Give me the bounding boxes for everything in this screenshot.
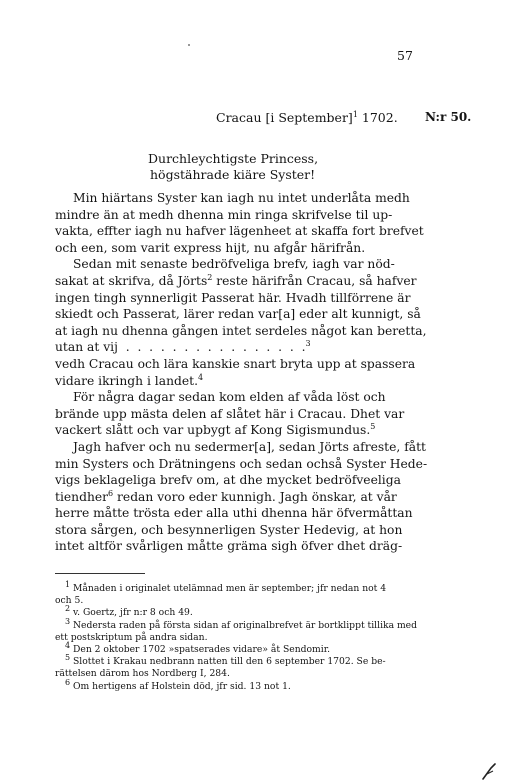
body-line: vigs beklageliga brefv om, at dhe mycket bedröfveeliga xyxy=(55,473,401,488)
salutation-line-2: högstährade kiäre Syster! xyxy=(150,166,316,182)
footnote-text: Slottet i Krakau nedbrann natten till den 6 september 1702. Se be- xyxy=(70,656,386,668)
place-date-text: Cracau [i September] xyxy=(216,110,353,125)
print-speck xyxy=(188,44,190,46)
body-text: sakat at skrifva, då Jörts xyxy=(55,273,208,288)
body-line: intet altför svårligen måtte gräma sigh öfver dhet dräg- xyxy=(55,539,403,554)
footnote-2 xyxy=(55,604,417,619)
footnote-number: 1 xyxy=(65,579,71,589)
footnote-3-cont: ett postskriptum på andra sidan. xyxy=(55,631,208,643)
footnote-number: 2 xyxy=(65,604,71,614)
footnote-1-cont: och 5. xyxy=(55,595,84,607)
body-line xyxy=(55,422,427,439)
body-line: Sedan mit senaste bedröfveliga brefv, iagh var nöd- xyxy=(73,257,395,272)
pen-stroke-mark xyxy=(482,762,496,780)
body-line: vedh Cracau och lära kanskie snart bryta upp at spassera xyxy=(55,356,416,371)
body-text: tiendher xyxy=(55,489,109,504)
footnote-ref: 3 xyxy=(305,339,311,349)
letter-number: N:r 50. xyxy=(425,110,472,124)
footnote-text: Om hertigens af Holstein död, jfr sid. 13 not 1. xyxy=(70,680,291,692)
footnote-number: 5 xyxy=(65,653,71,663)
body-line: ingen tingh synnerligit Passerat här. Hvadh tillförrene är xyxy=(55,290,411,305)
body-line: mindre än at medh dhenna min ringa skrifvelse til up- xyxy=(55,207,393,222)
body-line: brände upp mästa delen af slåtet här i Cracau. Dhet var xyxy=(55,406,405,421)
footnotes xyxy=(55,579,417,693)
body-line xyxy=(55,273,427,290)
body-line: vakta, effter iagh nu hafver lägenheet at skaffa fort brefvet xyxy=(55,224,424,239)
footnote-5-cont: rättelsen därom hos Nordberg I, 284. xyxy=(55,668,230,680)
letter-body xyxy=(55,190,427,555)
footnote-ref: 6 xyxy=(108,488,114,498)
footnote-number: 6 xyxy=(65,677,71,687)
body-line: herre måtte trösta eder alla uthi dhenna här öfvermåttan xyxy=(55,506,413,521)
footnote-number: 4 xyxy=(65,640,71,650)
footnote-ref: 4 xyxy=(198,372,204,382)
body-text: utan at vij . . . . . . . . . . . . . . . . xyxy=(55,340,306,355)
footnote-divider xyxy=(55,573,145,574)
body-line xyxy=(55,373,427,390)
body-line xyxy=(55,339,427,356)
footnote-number: 3 xyxy=(65,616,71,626)
body-line: at iagh nu dhenna gången intet serdeles något kan beretta, xyxy=(55,323,427,338)
footnote-5 xyxy=(55,653,417,668)
body-line: Jagh hafver och nu sedermer[a], sedan Jörts afreste, fått xyxy=(73,439,426,454)
body-text: redan voro eder kunnigh. Jagh önskar, at vår xyxy=(113,489,397,504)
footnote-text: Nedersta raden på första sidan af originalbrefvet är bortklippt tillika med xyxy=(70,619,417,631)
salutation xyxy=(148,151,318,182)
body-text: vackert slått och var upbygt af Kong Sigismundus. xyxy=(55,423,371,438)
footnote-3 xyxy=(55,616,417,632)
footnote-text: Månaden i originalet utelämnad men är september; jfr nedan not 4 xyxy=(70,583,387,594)
body-line: Min hiärtans Syster kan iagh nu intet underlåta medh xyxy=(73,191,410,205)
footnote-text: Den 2 oktober 1702 »spatserades vidare» åt Sendomir. xyxy=(70,643,330,655)
body-line xyxy=(55,489,427,506)
body-line: stora sårgen, och besynnerligen Syster Hedevig, at hon xyxy=(55,522,403,537)
footnote-6 xyxy=(55,677,417,693)
body-line: och een, som varit express hijt, nu afgår härifrån. xyxy=(55,240,366,255)
body-line: skiedt och Passerat, lärer redan var[a] eder alt kunnigt, så xyxy=(55,307,421,322)
footnote-1 xyxy=(55,579,417,595)
place-date-footnote-ref: 1 xyxy=(352,109,358,119)
salutation-line-1: Durchleychtigste Princess, xyxy=(148,151,319,166)
page-number: 57 xyxy=(397,48,413,63)
letter-place-date xyxy=(216,110,398,125)
place-date-year: 1702. xyxy=(357,110,398,125)
footnote-ref: 2 xyxy=(207,272,213,282)
footnote-4 xyxy=(55,640,417,656)
body-line: min Systers och Drätningens och sedan ochså Syster Hede- xyxy=(55,456,428,471)
body-text: reste härifrån Cracau, så hafver xyxy=(212,273,417,288)
footnote-ref: 5 xyxy=(370,422,376,432)
body-line: För några dagar sedan kom elden af våda löst och xyxy=(73,390,386,405)
body-text: vidare ikringh i landet. xyxy=(55,373,198,388)
footnote-text: v. Goertz, jfr n:r 8 och 49. xyxy=(70,607,193,619)
